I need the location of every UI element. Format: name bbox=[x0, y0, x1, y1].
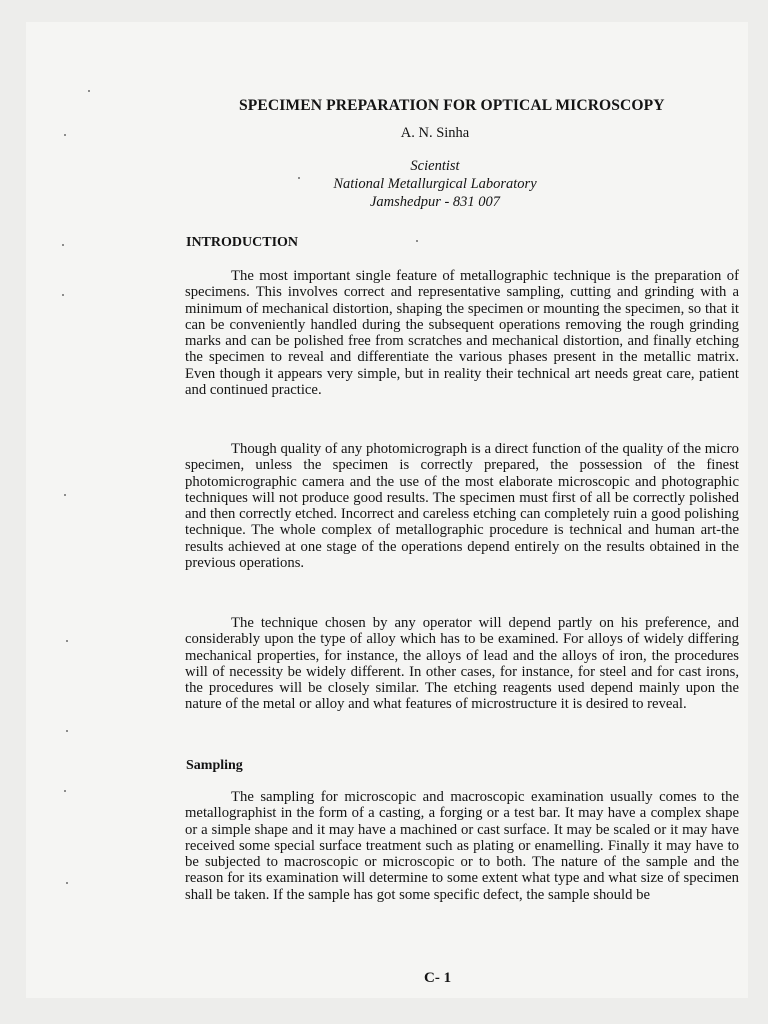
section-heading-introduction: INTRODUCTION bbox=[186, 235, 299, 250]
scan-speck bbox=[62, 294, 64, 296]
scan-speck bbox=[66, 730, 68, 732]
paragraph-intro-3: The technique chosen by any operator will depend partly on his preference, and considerably upon the type of alloy which has to be examined. For alloys of widely differing mechanical properties, for instance, the alloys of lead and the alloys of iron, the procedures will of necessity be widely different. In other cases, for instance, for steel and for cast irons, the procedures will be closely similar. The etching reagents used depend mainly upon the nature of the metal or alloy and what features of microstructure it is desired to reveal. bbox=[185, 615, 739, 713]
page-number: C- 1 bbox=[424, 970, 452, 986]
scan-speck bbox=[66, 640, 68, 642]
document-title: SPECIMEN PREPARATION FOR OPTICAL MICROSCOPY bbox=[239, 97, 665, 114]
paragraph-intro-2: Though quality of any photomicrograph is a direct function of the quality of the micro specimen, unless the specimen is correctly prepared, the possession of the finest photomicrographic camera and the use of the most elaborate microscopic and photographic techniques will not produce good results. The specimen must first of all be correctly polished and then correctly etched. Incorrect and careless etching can completely ruin a good polishing technique. The whole complex of metallographic procedure is technical and human art-the results achieved at one stage of the operations depend entirely on the results obtained in the previous operations. bbox=[185, 441, 739, 572]
scan-speck bbox=[64, 134, 66, 136]
paragraph-intro-1: The most important single feature of metallographic technique is the preparation of specimens. This involves correct and representative sampling, cutting and grinding with a minimum of mechanical distortion, shaping the specimen or mounting the specimen, so that it can be conveniently handled during the subsequent operations removing the rough grinding marks and can be polished free from scratches and mechanical distortion, and finally etching the specimen to reveal and differentiate the various phases present in the metallic matrix. Even though it appears very simple, but in reality their technical art needs great care, patient and continued practice. bbox=[185, 268, 739, 399]
author-role: Scientist bbox=[410, 158, 460, 174]
scan-speck bbox=[416, 240, 418, 242]
paragraph-sampling-1: The sampling for microscopic and macroscopic examination usually comes to the metallographist in the form of a casting, a forging or a test bar. It may have a complex shape or a simple shape and it may have a machined or cast surface. It may be scaled or it may have received some special surface treatment such as plating or enamelling. Finally it may have to be subjected to macroscopic or microscopic or to both. The nature of the sample and the reason for its examination will determine to some extent what type and what size of specimen shall be taken. If the sample has got some specific defect, the sample should be bbox=[185, 789, 739, 903]
author-location: Jamshedpur - 831 007 bbox=[369, 194, 501, 210]
scan-speck bbox=[88, 90, 90, 92]
scan-speck bbox=[62, 244, 64, 246]
section-heading-sampling: Sampling bbox=[186, 758, 243, 773]
scan-speck bbox=[298, 177, 300, 179]
affiliation-block bbox=[26, 157, 748, 211]
author-name: A. N. Sinha bbox=[400, 125, 470, 141]
document-page bbox=[26, 22, 748, 998]
author-institution: National Metallurgical Laboratory bbox=[333, 176, 537, 192]
scan-speck bbox=[66, 882, 68, 884]
scan-speck bbox=[64, 790, 66, 792]
author-block bbox=[26, 124, 748, 142]
scan-speck bbox=[64, 494, 66, 496]
